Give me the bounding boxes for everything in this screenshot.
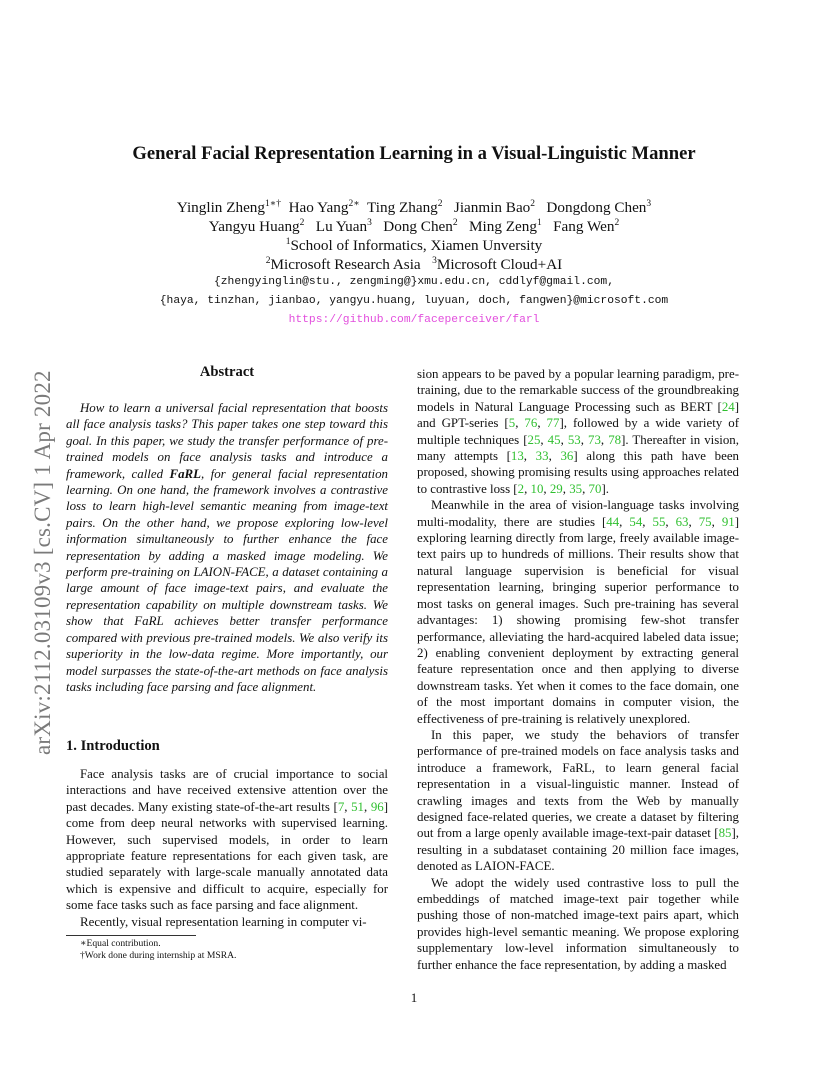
citation[interactable]: 24 — [721, 399, 735, 414]
affiliation-mark: 1 — [285, 237, 291, 247]
code-link[interactable]: https://github.com/faceperceiver/farl — [288, 314, 540, 326]
right-paragraph-4: We adopt the widely used contrastive loss to pull the embeddings of matched image-text pair together while pushing those of non-matched image-text pairs apart, which provides high-level semantic meaning. We propose exploring supplementary low-level information simultaneously to further enhance the face representation, by adding a masked — [417, 875, 739, 972]
author-mark: 2 — [530, 199, 536, 209]
citation[interactable]: 10 — [530, 481, 544, 496]
citation[interactable]: 7 — [337, 799, 345, 814]
citation[interactable]: 35 — [569, 481, 583, 496]
intro-paragraph-2: Recently, visual representation learning in computer vi- — [80, 914, 367, 929]
citation[interactable]: 13 — [510, 449, 524, 464]
citation[interactable]: 76 — [524, 416, 538, 431]
author: Jianmin Bao — [453, 199, 531, 216]
footnote-rule — [66, 935, 196, 936]
author: Yinglin Zheng — [176, 199, 265, 216]
author-mark: 3 — [367, 218, 372, 228]
citation[interactable]: 75 — [698, 514, 712, 529]
citation[interactable]: 55 — [652, 514, 666, 529]
author: Lu Yuan — [315, 218, 368, 235]
citation[interactable]: 2 — [517, 481, 525, 496]
citation[interactable]: 33 — [535, 449, 549, 464]
citation[interactable]: 63 — [675, 514, 689, 529]
citation[interactable]: 91 — [721, 514, 735, 529]
affiliation-mark: 3 — [432, 256, 437, 266]
citation[interactable]: 44 — [606, 514, 620, 529]
right-paragraph-2: Meanwhile in the area of vision-language tasks involving multi-modality, there are studies [44, 54, 55, 63, 75, 91] exploring learning directly from large, freely available image-text pairs up to hundreds of millions. Their results show that natural language supervision is beneficial for visual representation learning, bringing superior performance to most tasks on general images. Such pre-training has several advantages: 1) showing promising few-shot transfer performance, alleviating the hard-acquired labeled data issue; 2) enabling convenient deployment by extracting general feature representation once and then applying to diverse downstream tasks. Yet when it comes to the face domain, one of the most important domains in computer vision, the effectiveness of pre-training is relatively unexplored. — [417, 498, 740, 726]
footnote: †Work done during internship at MSRA. — [80, 950, 237, 961]
paper-title: General Facial Representation Learning in a Visual-Linguistic Manner — [132, 143, 696, 164]
affiliation-text: School of Informatics, Xiamen Unversity — [290, 237, 543, 254]
author-mark: 2 — [299, 218, 305, 228]
footnotes — [66, 938, 388, 962]
author-mark: 2 — [452, 218, 458, 228]
citation[interactable]: 53 — [567, 432, 581, 447]
citation[interactable]: 36 — [560, 449, 574, 464]
author: Dong Chen — [383, 218, 453, 235]
citation[interactable]: 29 — [549, 481, 563, 496]
affiliation-2 — [0, 252, 828, 274]
citation[interactable]: 45 — [547, 432, 561, 447]
arxiv-id: arXiv:2112.03109v3 [cs.CV] 1 Apr 2022 — [30, 370, 55, 755]
citation[interactable]: 77 — [546, 416, 560, 431]
right-paragraph-1: sion appears to be paved by a popular learning paradigm, pre-training, due to the remarkable success of the groundbreaking models in Natural Language Processing such as BERT [24] and GPT-series [5, 76, 77], followed by a wide variety of multiple techniques [25, 45, 53, 73, 78]. Thereafter in vision, many attempts [13, 33, 36] along this path have been proposed, showing promising results using approaches related to contrastive loss [2, 10, 29, 35, 70]. — [417, 367, 739, 496]
author: Ting Zhang — [367, 199, 438, 216]
author: Yangyu Huang — [208, 218, 300, 235]
author: Fang Wen — [553, 218, 615, 235]
abstract-text: How to learn a universal facial representation that boosts all face analysis tasks? This paper takes one step toward this goal. In this paper, we study the transfer performance of pre-trained models on face analysis tasks and introduce a framework, called FaRL, for general facial representation learning. On one hand, the framework involves a contrastive loss to learn high-level semantic meaning from image-text pairs. On the other hand, we propose exploring low-level information simultaneously to further enhance the face representation by adding a masked image modeling. We perform pre-training on LAION-FACE, a dataset containing a large amount of face image-text pairs, and evaluate the representation capability on multiple downstream tasks. We show that FaRL achieves better transfer performance compared with previous pre-trained models. We also verify its superiority in the low-data regime. More importantly, our model surpasses the state-of-the-art methods on face analysis tasks including face parsing and face alignment. — [66, 401, 388, 694]
affiliation-mark: 2 — [265, 256, 271, 266]
citation[interactable]: 25 — [527, 432, 541, 447]
author-mark: 1 — [536, 218, 542, 228]
introduction-body — [66, 766, 388, 930]
author-mark: 3 — [646, 199, 652, 209]
citation[interactable]: 51 — [351, 799, 364, 814]
author: Hao Yang — [288, 199, 349, 216]
citation[interactable]: 85 — [718, 826, 732, 841]
emails-line-1: {zhengyinglin@stu., zengming@}xmu.edu.cn, cddlyf@gmail.com, — [214, 276, 614, 288]
author-mark: 1∗† — [265, 199, 281, 209]
citation[interactable]: 73 — [588, 432, 601, 447]
author: Ming Zeng — [469, 218, 537, 235]
emails-line-2: {haya, tinzhan, jianbao, yangyu.huang, luyuan, doch, fangwen}@microsoft.com — [159, 295, 669, 307]
citation[interactable]: 54 — [629, 514, 643, 529]
affiliation-text: Microsoft Cloud+AI — [436, 256, 563, 273]
affiliation-text: Microsoft Research Asia — [270, 256, 421, 273]
farl-name: FaRL — [169, 466, 201, 481]
introduction-heading: 1. Introduction — [66, 738, 160, 754]
citation[interactable]: 78 — [608, 432, 622, 447]
author-mark: 2 — [437, 199, 443, 209]
author-mark: 2 — [614, 218, 620, 228]
abstract-heading: Abstract — [199, 364, 255, 380]
citation[interactable]: 70 — [588, 481, 602, 496]
author-mark: 2∗ — [348, 199, 360, 209]
page-number: 1 — [410, 990, 418, 1005]
citation[interactable]: 96 — [370, 799, 384, 814]
citation[interactable]: 5 — [508, 416, 516, 431]
right-column-body — [417, 366, 739, 973]
arxiv-side-stamp — [17, 290, 63, 760]
intro-paragraph-1: Face analysis tasks are of crucial importance to social interactions and have received extensive attention over the past decades. Many existing state-of-the-art results [7, 51, 96] come from deep neural networks with supervised learning. However, such supervised models, in order to learn appropriate feature representations for each given task, are studied separately with large-scale manually annotated data which is expensive and difficult to acquire, especially for some face tasks such as face parsing and face alignment. — [66, 767, 388, 913]
author: Dongdong Chen — [546, 199, 647, 216]
right-paragraph-3: In this paper, we study the behaviors of transfer performance of pre-trained models on face analysis tasks and introduce a framework, FaRL, to learn general facial representation in a visual-linguistic manner. Instead of crawling images and texts from the Web by manually designed face-related queries, we create a dataset by filtering out from a large openly available image-text-pair dataset [85], resulting in a subdataset containing 20 million face images, denoted as LAION-FACE. — [417, 727, 739, 874]
footnote: ∗Equal contribution. — [80, 938, 161, 949]
